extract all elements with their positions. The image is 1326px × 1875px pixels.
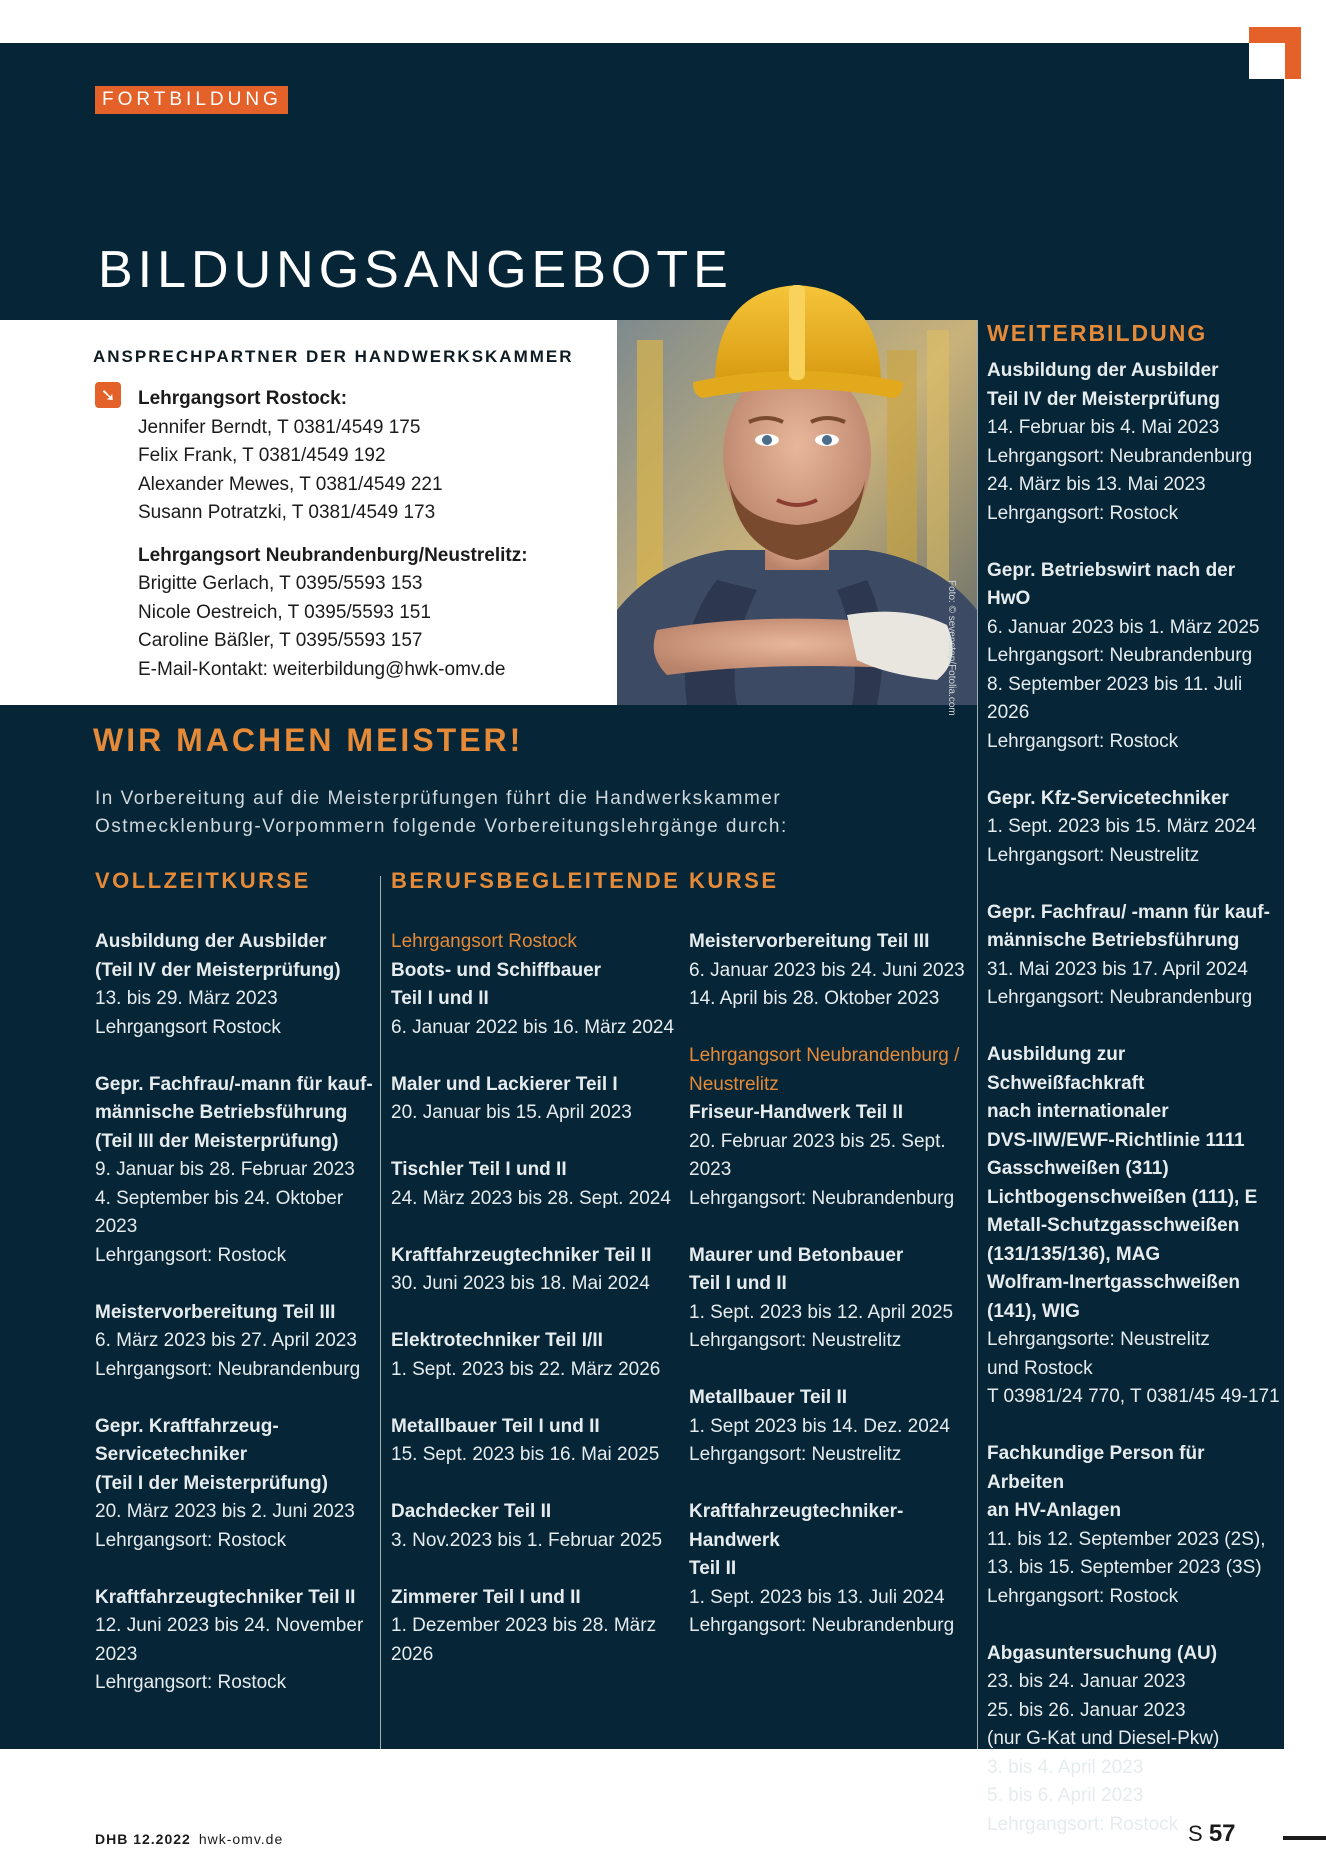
course-title: Gepr. Kfz-Servicetechniker: [987, 787, 1229, 809]
contact-list: [138, 385, 528, 684]
intro-line: Ostmecklenburg-Vorpommern folgende Vorbereitungslehrgänge durch:: [95, 816, 788, 837]
contact-line: Alexander Mewes, T 0381/4549 221: [138, 473, 443, 495]
course-detail: 4. September bis 24. Oktober 2023: [95, 1187, 344, 1237]
course-detail: Lehrgangsort: Rostock: [987, 1813, 1179, 1835]
craftsman-photo: [617, 230, 977, 705]
course-detail: 24. März 2023 bis 28. Sept. 2024: [391, 1187, 671, 1209]
course-detail: 3. bis 4. April 2023: [987, 1756, 1144, 1778]
contact-line: Nicole Oestreich, T 0395/5593 151: [138, 601, 431, 623]
course-title: Teil IV der Meisterprüfung: [987, 388, 1220, 410]
course-detail: 14. Februar bis 4. Mai 2023: [987, 417, 1220, 438]
contact-line: Jennifer Berndt, T 0381/4549 175: [138, 416, 421, 438]
meister-heading: WIR MACHEN MEISTER!: [93, 722, 524, 758]
berufsbegleitend-heading: BERUFSBEGLEITENDE KURSE: [391, 868, 779, 893]
course-title: männische Betriebsführung: [987, 930, 1240, 951]
course-detail: 1. Dezember 2023 bis 28. März 2026: [391, 1615, 657, 1665]
course-detail: Lehrgangsort: Neubrandenburg: [987, 445, 1253, 467]
course-detail: 24. März bis 13. Mai 2023: [987, 474, 1206, 495]
page-number: [1188, 1820, 1236, 1848]
course-title: Lichtbogenschweißen (111), E: [987, 1186, 1258, 1208]
course-title: Gepr. Fachfrau/-mann für kauf-: [95, 1073, 373, 1095]
course-detail: (nur G-Kat und Diesel-Pkw): [987, 1728, 1220, 1749]
course-detail: 1. Sept. 2023 bis 12. April 2025: [689, 1301, 954, 1323]
contact-line: Susann Potratzki, T 0381/4549 173: [138, 502, 436, 523]
course-title: Servicetechniker: [95, 1444, 248, 1465]
course-detail: Lehrgangsort: Rostock: [95, 1244, 287, 1266]
course-title: Tischler Teil I und II: [391, 1159, 567, 1180]
course-entry: [391, 1071, 681, 1128]
course-detail: 5. bis 6. April 2023: [987, 1785, 1144, 1806]
course-title: Kraftfahrzeugtechniker Teil II: [391, 1244, 652, 1266]
course-title: Friseur-Handwerk Teil II: [689, 1102, 903, 1123]
course-title: Gepr. Betriebswirt nach der HwO: [987, 559, 1236, 609]
course-detail: 6. März 2023 bis 27. April 2023: [95, 1330, 357, 1351]
course-entry: [391, 928, 681, 1042]
course-title: Metall-Schutzgasschweißen: [987, 1215, 1240, 1236]
course-detail: Lehrgangsort: Rostock: [987, 1585, 1179, 1607]
course-detail: 1. Sept. 2023 bis 15. März 2024: [987, 816, 1257, 837]
course-location: Neustrelitz: [689, 1073, 779, 1095]
course-title: Kraftfahrzeugtechniker Teil II: [95, 1586, 356, 1608]
course-detail: 8. September 2023 bis 11. Juli 2026: [987, 673, 1243, 723]
course-detail: Lehrgangsort: Rostock: [95, 1672, 287, 1693]
course-detail: Lehrgangsort: Rostock: [95, 1529, 287, 1551]
website-link[interactable]: hwk-omv.de: [198, 1831, 284, 1847]
page-prefix: S: [1188, 1821, 1203, 1846]
course-detail: 9. Januar bis 28. Februar 2023: [95, 1159, 355, 1180]
course-entry: [391, 1327, 681, 1384]
course-entry: [987, 557, 1282, 757]
meister-intro: [95, 785, 788, 841]
column-divider: [977, 320, 978, 1749]
berufsbegleitend-column-1: [391, 928, 681, 1698]
weiterbildung-column: [987, 357, 1282, 1868]
course-title: Meistervorbereitung Teil III: [689, 931, 930, 952]
contact-heading: ANSPRECHPARTNER DER HANDWERKSKAMMER: [93, 347, 574, 366]
course-detail: Lehrgangsort: Neubrandenburg: [987, 987, 1253, 1008]
course-detail: 1. Sept 2023 bis 14. Dez. 2024: [689, 1415, 950, 1437]
course-entry: [689, 1042, 974, 1213]
course-entry: [987, 899, 1282, 1013]
course-detail: 14. April bis 28. Oktober 2023: [689, 988, 940, 1009]
course-title: (Teil IV der Meisterprüfung): [95, 959, 341, 981]
course-title: Maurer und Betonbauer: [689, 1244, 904, 1266]
course-location: Lehrgangsort Rostock: [391, 931, 577, 952]
course-detail: 6. Januar 2022 bis 16. März 2024: [391, 1016, 675, 1038]
contact-line: Felix Frank, T 0381/4549 192: [138, 445, 386, 466]
course-detail: Lehrgangsort: Neubrandenburg: [987, 645, 1253, 666]
course-title: Zimmerer Teil I und II: [391, 1586, 581, 1608]
course-detail: Lehrgangsort: Neustrelitz: [689, 1444, 902, 1465]
course-detail: Lehrgangsort: Neustrelitz: [689, 1330, 902, 1351]
course-title: Elektrotechniker Teil I/II: [391, 1330, 603, 1351]
course-entry: [95, 1413, 375, 1556]
contact-location: Lehrgangsort Rostock:: [138, 388, 348, 409]
course-detail: 13. bis 29. März 2023: [95, 988, 278, 1009]
course-detail: 31. Mai 2023 bis 17. April 2024: [987, 958, 1248, 980]
course-entry: [987, 1041, 1282, 1412]
course-title: Metallbauer Teil II: [689, 1387, 848, 1408]
course-title: (Teil I der Meisterprüfung): [95, 1472, 328, 1494]
course-detail: 20. Februar 2023 bis 25. Sept. 2023: [689, 1130, 946, 1180]
course-title: Teil II: [689, 1558, 737, 1579]
course-entry: [987, 1640, 1282, 1840]
course-entry: [689, 1498, 974, 1641]
course-entry: [391, 1156, 681, 1213]
course-detail: Lehrgangsort Rostock: [95, 1016, 281, 1038]
contact-line[interactable]: E-Mail-Kontakt: weiterbildung@hwk-omv.de: [138, 658, 506, 680]
course-title: DVS-IIW/EWF-Richtlinie 1111: [987, 1129, 1245, 1151]
contact-location: Lehrgangsort Neubrandenburg/Neustrelitz:: [138, 544, 528, 566]
course-entry: [95, 1584, 375, 1698]
course-detail: Lehrgangsort: Rostock: [987, 730, 1179, 752]
course-title: Ausbildung der Ausbilder: [95, 931, 327, 952]
course-detail: 30. Juni 2023 bis 18. Mai 2024: [391, 1273, 650, 1294]
photo-credit: Foto: © sevenstep/Fotolia.com: [946, 580, 957, 716]
course-title: Boots- und Schiffbauer: [391, 959, 602, 981]
corner-tab-decoration: [1249, 27, 1301, 79]
course-detail: Lehrgangsort: Neubrandenburg: [689, 1615, 955, 1636]
vollzeit-column: [95, 928, 375, 1726]
column-divider: [380, 876, 381, 1749]
course-title: Gasschweißen (311): [987, 1158, 1169, 1179]
course-detail: 6. Januar 2023 bis 24. Juni 2023: [689, 959, 965, 981]
course-title: Metallbauer Teil I und II: [391, 1415, 600, 1437]
course-title: Abgasuntersuchung (AU): [987, 1642, 1218, 1664]
course-entry: [95, 1299, 375, 1385]
course-location: Lehrgangsort Neubrandenburg /: [689, 1045, 960, 1066]
course-detail: 1. Sept. 2023 bis 22. März 2026: [391, 1358, 661, 1380]
course-title: Kraftfahrzeugtechniker-Handwerk: [689, 1501, 904, 1551]
course-detail: 23. bis 24. Januar 2023: [987, 1671, 1186, 1692]
page-title: BILDUNGSANGEBOTE: [98, 241, 733, 299]
course-entry: [689, 1242, 974, 1356]
course-entry: [987, 785, 1282, 871]
course-detail: Lehrgangsort: Neubrandenburg: [95, 1358, 361, 1380]
course-title: nach internationaler: [987, 1101, 1169, 1122]
issue-label: DHB 12.2022: [95, 1831, 191, 1847]
course-title: an HV-Anlagen: [987, 1500, 1122, 1521]
course-detail: Lehrgangsort: Neubrandenburg: [689, 1187, 955, 1209]
course-entry: [689, 928, 974, 1014]
contact-spacer: [138, 528, 528, 542]
course-detail: und Rostock: [987, 1357, 1093, 1379]
course-detail: Lehrgangsort: Rostock: [987, 502, 1179, 524]
course-detail: 15. Sept. 2023 bis 16. Mai 2025: [391, 1444, 660, 1465]
course-title: Fachkundige Person für Arbeiten: [987, 1443, 1205, 1493]
course-detail: T 03981/24 770, T 0381/45 49-171: [987, 1386, 1280, 1407]
course-title: Dachdecker Teil II: [391, 1501, 552, 1522]
arrow-icon: ➘: [95, 382, 121, 408]
course-detail: 1. Sept. 2023 bis 13. Juli 2024: [689, 1586, 945, 1608]
course-entry: [95, 1071, 375, 1271]
footer-rule: [1283, 1836, 1326, 1840]
course-title: Teil I und II: [391, 988, 489, 1009]
course-detail: Lehrgangsorte: Neustrelitz: [987, 1329, 1210, 1350]
course-entry: [95, 928, 375, 1042]
course-title: Maler und Lackierer Teil I: [391, 1073, 618, 1095]
intro-line: In Vorbereitung auf die Meisterprüfungen führt die Handwerkskammer: [95, 788, 782, 809]
course-detail: 20. Januar bis 15. April 2023: [391, 1102, 632, 1123]
course-title: Gepr. Kraftfahrzeug-: [95, 1415, 279, 1437]
course-entry: [391, 1584, 681, 1670]
course-title: Teil I und II: [689, 1273, 787, 1294]
course-title: Ausbildung zur Schweißfachkraft: [987, 1044, 1145, 1094]
course-detail: 12. Juni 2023 bis 24. November 2023: [95, 1615, 364, 1665]
course-title: Gepr. Fachfrau/ -mann für kauf-: [987, 901, 1270, 923]
course-detail: 6. Januar 2023 bis 1. März 2025: [987, 616, 1260, 638]
course-detail: Lehrgangsort: Neustrelitz: [987, 844, 1200, 866]
course-title: Meistervorbereitung Teil III: [95, 1301, 336, 1323]
vollzeit-heading: VOLLZEITKURSE: [95, 868, 311, 893]
course-title: (Teil III der Meisterprüfung): [95, 1130, 339, 1152]
contact-line: Brigitte Gerlach, T 0395/5593 153: [138, 573, 423, 594]
section-kicker: FORTBILDUNG: [95, 86, 288, 114]
course-entry: [391, 1413, 681, 1470]
page-number-value: 57: [1208, 1820, 1236, 1847]
course-title: (131/135/136), MAG: [987, 1243, 1161, 1265]
course-title: Ausbildung der Ausbilder: [987, 360, 1219, 381]
course-detail: 3. Nov.2023 bis 1. Februar 2025: [391, 1529, 663, 1551]
course-entry: [391, 1498, 681, 1555]
course-entry: [391, 1242, 681, 1299]
course-entry: [987, 357, 1282, 528]
course-title: Wolfram-Inertgasschweißen: [987, 1272, 1241, 1293]
weiterbildung-heading: WEITERBILDUNG: [987, 320, 1208, 346]
course-detail: 11. bis 12. September 2023 (2S),: [987, 1528, 1266, 1550]
course-title: männische Betriebsführung: [95, 1102, 348, 1123]
course-detail: 13. bis 15. September 2023 (3S): [987, 1557, 1262, 1578]
contact-line: Caroline Bäßler, T 0395/5593 157: [138, 630, 423, 651]
berufsbegleitend-column-2: [689, 928, 974, 1669]
course-entry: [987, 1440, 1282, 1611]
footer-left: [95, 1831, 283, 1847]
craftsman-illustration: [617, 230, 977, 705]
course-detail: 20. März 2023 bis 2. Juni 2023: [95, 1501, 355, 1522]
course-title: (141), WIG: [987, 1300, 1080, 1322]
course-detail: 25. bis 26. Januar 2023: [987, 1699, 1186, 1721]
course-entry: [689, 1384, 974, 1470]
